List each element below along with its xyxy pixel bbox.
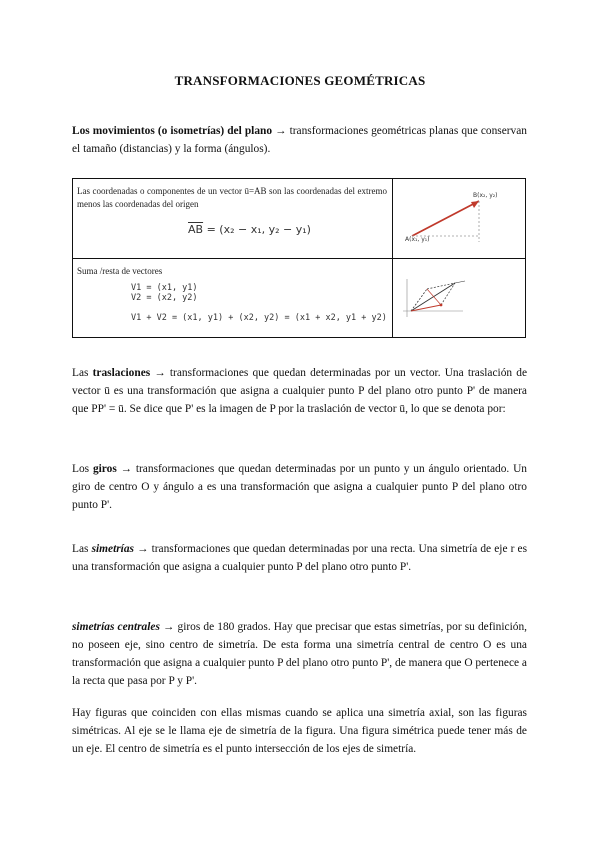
figuras-paragraph (72, 704, 527, 758)
vector-sum-diagram-cell (393, 259, 525, 337)
simetrias-pre: Las (72, 543, 92, 555)
coordinates-cell (73, 179, 393, 259)
traslaciones-paragraph (72, 364, 527, 418)
vector-eq-2: V2 = (x2, y2) (131, 293, 198, 303)
traslaciones-term: traslaciones (92, 367, 151, 379)
traslaciones-text: → transformaciones que quedan determinadas por un vector. Una traslación de vector ū es una transformación que asigna a cualquier punto P del plano otro punto P' de manera que PP' = ū. Se dice que P' es la imagen de P por la traslación de vector ū, lo que se denota por: (72, 367, 527, 415)
giros-paragraph (72, 460, 527, 514)
vector-ab: $\overline{AB}$ (188, 223, 204, 236)
document-title: TRANSFORMACIONES GEOMÉTRICAS (174, 73, 426, 88)
intro-text: transformaciones geométricas planas que conservan el tamaño (distancias) y la forma (ángulos). (72, 125, 527, 155)
vector-eq-1: V1 = (x1, y1) (131, 283, 198, 293)
vector-diagram (393, 179, 525, 259)
label-b: B(x₂, y₂) (473, 192, 498, 199)
vector-sum-cell (73, 259, 393, 337)
vector-v1 (411, 289, 427, 311)
vector-sum-diagram (393, 259, 525, 337)
vector-arrow (412, 201, 479, 236)
simetrias-text: → transformaciones que quedan determinadas por una recta. Una simetría de eje r es una transformación que asigna a cualquier punto P del plano otro punto P'. (72, 543, 527, 573)
parallel-2 (441, 283, 455, 305)
giros-term: giros (92, 463, 117, 475)
coordinates-text: Las coordenadas o componentes de un vector ū=AB son las coordenadas del extremo menos las coordenadas del origen (77, 186, 387, 209)
centrales-term: simetrías centrales (72, 621, 160, 633)
giros-text: → transformaciones que quedan determinadas por un punto y un ángulo orientado. Un giro de centro O y ángulo a es una transformación que asigna a cualquier punto P del plano otro punto P'. (72, 463, 527, 511)
vector-formula-rest: = (x₂ − x₁, y₂ − y₁) (203, 223, 311, 236)
centrales-text: → giros de 180 grados. Hay que precisar que estas simetrías, por su definición, no poseen eje, sino centro de simetría. De esta forma una simetría central de centro O es una transformación que asigna a cualquier punto P del plano otro punto P', de manera que O pertenece a la recta que pasa por P y P'. (72, 621, 527, 687)
simetrias-paragraph (72, 540, 527, 576)
extension-line (455, 281, 465, 283)
vector-sum-heading: Suma /resta de vectores (77, 266, 163, 276)
giros-pre: Los (72, 463, 93, 475)
intro-paragraph (72, 122, 527, 158)
simetrias-term: simetrías (91, 543, 134, 555)
intro-arrow: → (272, 125, 290, 137)
vector-eq-3: V1 + V2 = (x1, y1) + (x2, y2) = (x1 + x2, y1 + y2) (131, 313, 387, 323)
vector-table (72, 178, 526, 338)
vector-formula (188, 223, 311, 236)
traslaciones-pre: Las (72, 367, 93, 379)
point-marker (440, 304, 443, 307)
centrales-paragraph (72, 618, 527, 690)
figuras-text: Hay figuras que coinciden con ellas mismas cuando se aplica una simetría axial, son las figuras simétricas. Al eje se le llama eje de simetría de la figura. Una figura simétrica puede tener más de un eje. El centro de simetría es el punto intersección de los ejes de simetría. (72, 707, 527, 755)
difference-vector (427, 289, 441, 305)
intro-term: Los movimientos (o isometrías) del plano (72, 125, 273, 137)
vector-diagram-cell (393, 179, 525, 259)
label-a: A(x₁, y₁) (405, 236, 430, 243)
